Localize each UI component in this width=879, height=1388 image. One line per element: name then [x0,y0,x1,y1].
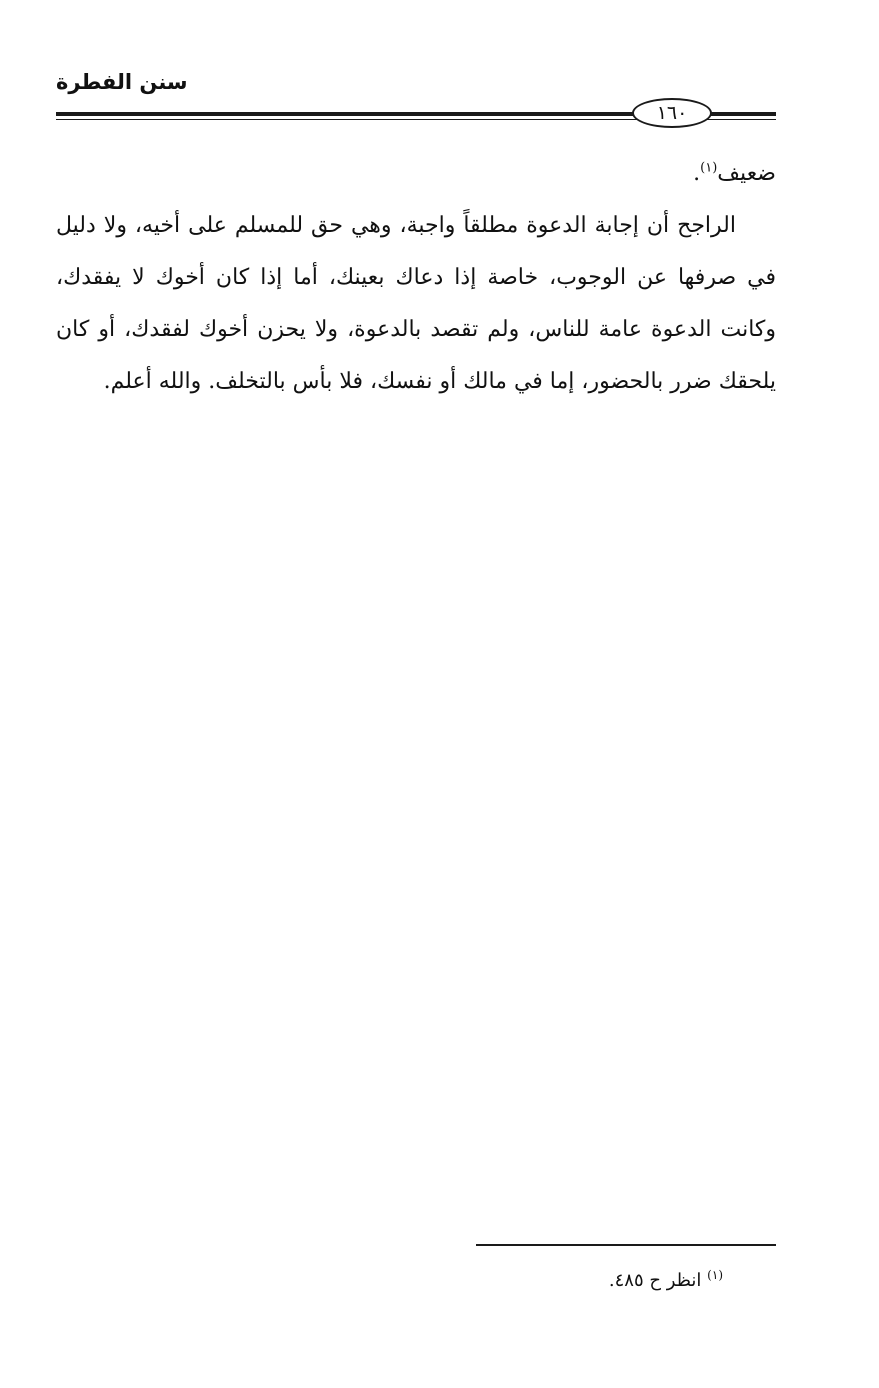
page-number: ١٦٠ [656,101,688,124]
page-header [56,70,776,130]
book-title: سنن الفطرة [56,70,188,94]
page-number-oval [632,98,712,128]
continuation-line [56,148,776,200]
main-text [56,148,776,408]
footnote-reference[interactable]: (١) [700,160,718,176]
footnote-separator [476,1244,776,1246]
paragraph: الراجح أن إجابة الدعوة مطلقاً واجبة، وهي حق للمسلم على أخيه، ولا دليل في صرفها عن الوجوب، خاصة إذا دعاك بعينك، أما إذا كان أخوك لا يفقدك، وكانت الدعوة عامة للناس، ولم تقصد بالدعوة، ولا يحزن أخوك لفقدك، أو كان يلحقك ضرر بالحضور، إما في مالك أو نفسك، فلا بأس بالتخلف. والله أعلم. [56,213,776,394]
continuation-end: . [693,161,701,186]
footnote-1 [609,1268,723,1291]
continuation-word: ضعيف [717,161,776,186]
footnote-text: انظر ح ٤٨٥. [608,1270,702,1291]
footnote-marker: (١) [707,1268,723,1282]
